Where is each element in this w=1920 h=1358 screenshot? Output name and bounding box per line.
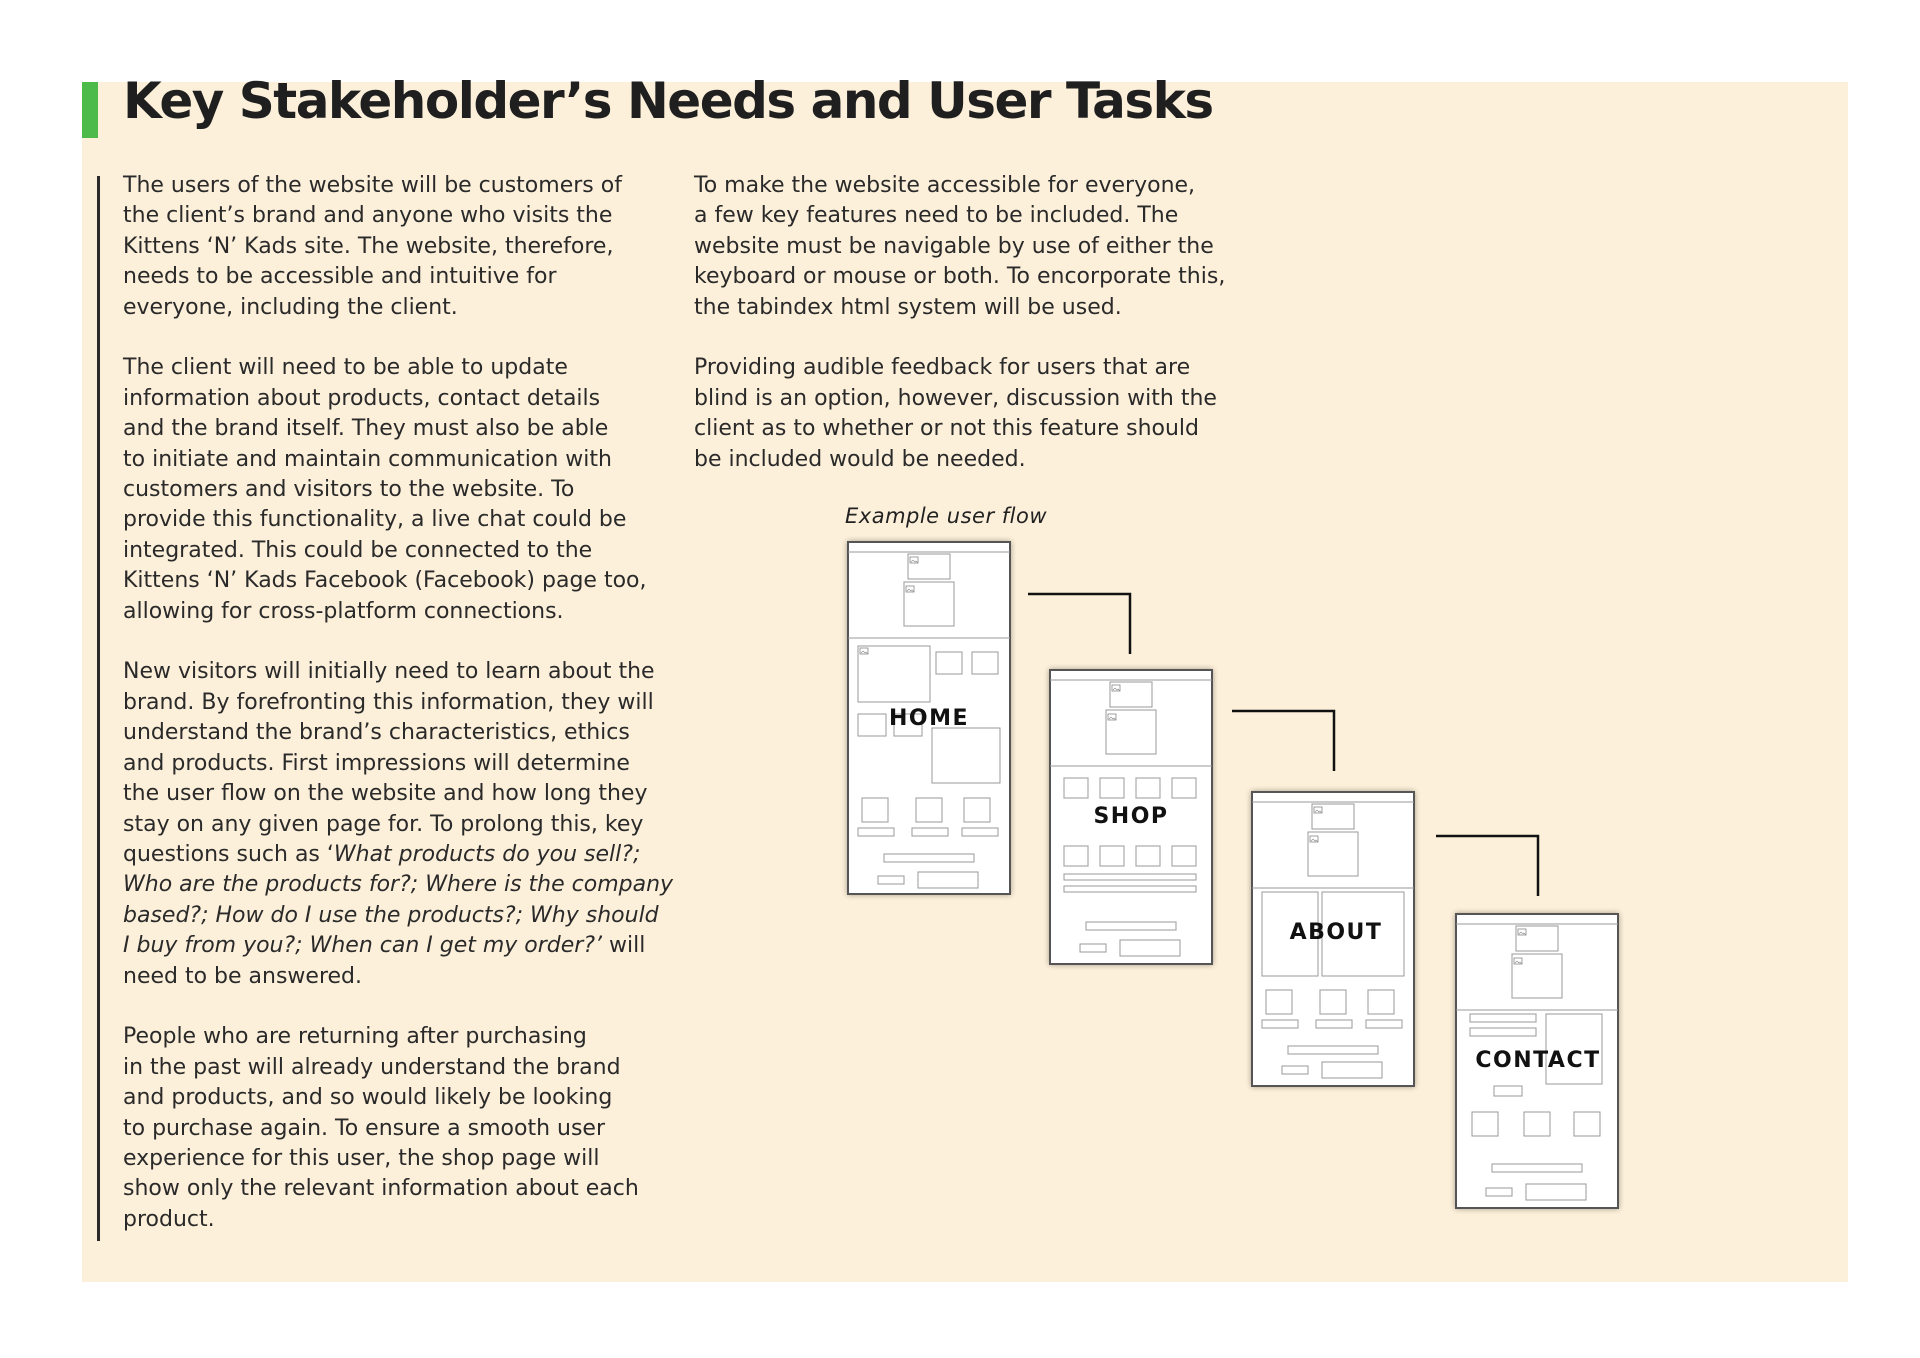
page-label-about: ABOUT xyxy=(1289,920,1383,945)
text-line: keyboard or mouse or both. To encorporate this, xyxy=(694,264,1226,290)
connector-about-contact xyxy=(1436,836,1538,896)
text-line: show only the relevant information about each xyxy=(123,1176,639,1202)
text-line: website must be navigable by use of either the xyxy=(694,233,1214,259)
text-line: need to be answered. xyxy=(123,963,363,989)
connector-home-shop xyxy=(1028,594,1130,654)
text-line: product. xyxy=(123,1206,215,1232)
text-line: provide this functionality, a live chat could be xyxy=(123,507,627,533)
page-title: Key Stakeholder’s Needs and User Tasks xyxy=(123,72,1213,130)
connector-shop-about xyxy=(1232,711,1334,771)
text-line: blind is an option, however, discussion with the xyxy=(694,385,1217,411)
text-line: Kittens ‘N’ Kads Facebook (Facebook) page too, xyxy=(123,568,647,594)
text-line: The client will need to be able to update xyxy=(123,355,568,381)
text-line: everyone, including the client. xyxy=(123,294,458,320)
question-text: Who are the products for?; Where is the company xyxy=(123,872,674,898)
text-line: Providing audible feedback for users that are xyxy=(694,355,1191,381)
text-line: in the past will already understand the brand xyxy=(123,1054,621,1080)
question-text: based?; How do I use the products?; Why should xyxy=(123,902,659,928)
text-line: understand the brand’s characteristics, ethics xyxy=(123,720,630,746)
text-line: and products, and so would likely be looking xyxy=(123,1085,613,1111)
text-run: will xyxy=(602,933,646,959)
text-line: information about products, contact details xyxy=(123,385,601,411)
text-line: Kittens ‘N’ Kads site. The website, therefore, xyxy=(123,233,614,259)
user-flow-caption: Example user flow xyxy=(845,504,1048,528)
text-line: the client’s brand and anyone who visits the xyxy=(123,203,613,229)
text-line: to purchase again. To ensure a smooth user xyxy=(123,1115,605,1141)
question-text: What products do you sell?; xyxy=(333,841,641,867)
question-text: I buy from you?; When can I get my order?’ xyxy=(123,933,603,959)
text-line: New visitors will initially need to learn about the xyxy=(123,659,655,685)
wireframe-home xyxy=(848,542,1010,894)
text-line: experience for this user, the shop page will xyxy=(123,1145,600,1171)
text-line: brand. By forefronting this information, they will xyxy=(123,689,654,715)
text-line: customers and visitors to the website. To xyxy=(123,477,575,503)
text-line: stay on any given page for. To prolong this, key xyxy=(123,811,644,837)
text-line: To make the website accessible for everyone, xyxy=(694,173,1196,198)
text-line: allowing for cross-platform connections. xyxy=(123,598,564,624)
text-run: questions such as ‘ xyxy=(123,841,334,867)
page-label-shop: SHOP xyxy=(1093,804,1169,829)
text-line: client as to whether or not this feature should xyxy=(694,416,1200,442)
page-label-contact: CONTACT xyxy=(1475,1048,1601,1073)
text-line: and the brand itself. They must also be able xyxy=(123,416,609,442)
text-line: needs to be accessible and intuitive for xyxy=(123,264,557,290)
text-line: integrated. This could be connected to the xyxy=(123,537,593,563)
wireframe-shop xyxy=(1050,670,1212,964)
wireframe-about xyxy=(1252,792,1414,1086)
text-line: the user flow on the website and how long they xyxy=(123,781,648,807)
text-line: to initiate and maintain communication with xyxy=(123,446,612,472)
wireframe-contact xyxy=(1456,914,1618,1208)
text-line: be included would be needed. xyxy=(694,446,1026,472)
text-line: the tabindex html system will be used. xyxy=(694,294,1122,320)
page-label-home: HOME xyxy=(888,706,970,731)
text-line: People who are returning after purchasing xyxy=(123,1024,587,1050)
text-line: and products. First impressions will determine xyxy=(123,750,630,776)
text-line: a few key features need to be included. The xyxy=(694,203,1179,229)
text-line: The users of the website will be customers of xyxy=(123,173,622,198)
